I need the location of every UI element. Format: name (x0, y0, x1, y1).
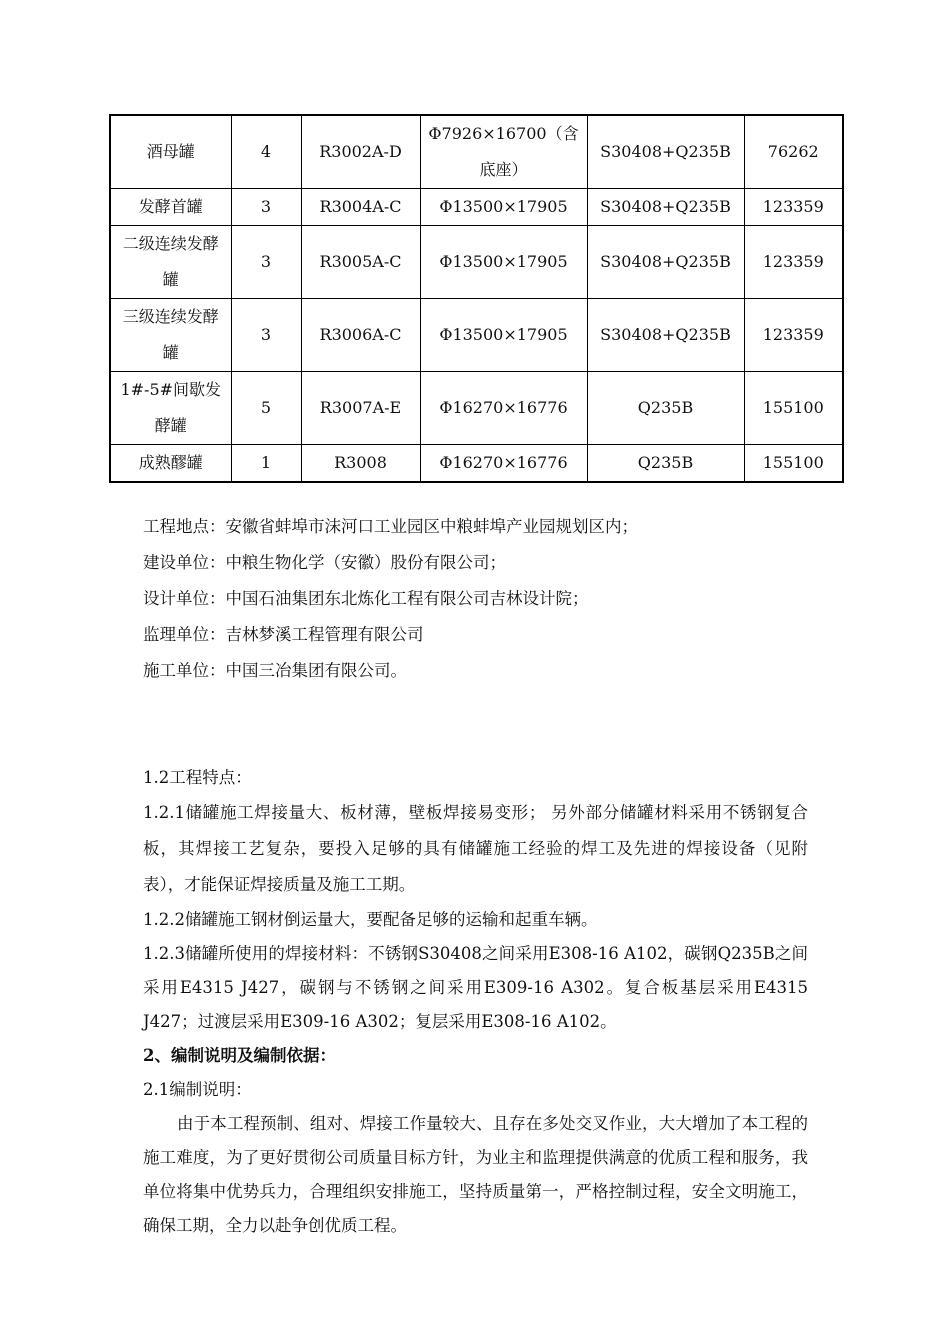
tank-tag: R3007A-E (301, 372, 420, 445)
tank-volume: 123359 (744, 299, 843, 372)
tank-size: Φ16270×16776 (420, 445, 587, 483)
table-row (110, 189, 843, 226)
tank-qty: 5 (231, 372, 301, 445)
tank-qty: 4 (231, 115, 301, 189)
tank-name: 发酵首罐 (110, 189, 231, 226)
tank-size: Φ13500×17905 (420, 189, 587, 226)
section-heading: 2、编制说明及编制依据： (143, 1046, 336, 1065)
tank-volume: 123359 (744, 189, 843, 226)
table-row (110, 445, 843, 483)
project-contractor: 施工单位：中国三冶集团有限公司。 (143, 661, 407, 680)
feature-paragraph: 1.2.2储罐施工钢材倒运量大，要配备足够的运输和起重车辆。 (143, 910, 598, 929)
tank-name: 三级连续发酵罐 (110, 299, 231, 372)
tank-volume: 123359 (744, 226, 843, 299)
project-owner: 建设单位：中粮生物化学（安徽）股份有限公司； (143, 553, 506, 572)
table-row (110, 372, 843, 445)
project-location: 工程地点：安徽省蚌埠市沫河口工业园区中粮蚌埠产业园规划区内； (143, 517, 638, 536)
feature-paragraph: 1.2.1储罐施工焊接量大、板材薄，壁板焊接易变形； 另外部分储罐材料采用不锈钢复合板，其焊接工艺复杂，要投入足够的具有储罐施工经验的焊工及先进的焊接设备（见附表），才能保证焊接质量及施工工期。 (143, 803, 808, 894)
tank-size: Φ16270×16776 (420, 372, 587, 445)
project-info (143, 509, 638, 689)
tank-tag: R3006A-C (301, 299, 420, 372)
subsection-heading: 2.1编制说明： (143, 1080, 252, 1099)
tank-material: S30408+Q235B (587, 226, 744, 299)
tank-qty: 1 (231, 445, 301, 483)
tank-volume: 76262 (744, 115, 843, 189)
tank-size: Φ7926×16700（含底座） (420, 115, 587, 189)
tank-material: Q235B (587, 445, 744, 483)
features-heading: 1.2工程特点： (143, 768, 252, 787)
body-paragraph: 由于本工程预制、组对、焊接工作量较大、且存在多处交叉作业，大大增加了本工程的施工难度，为了更好贯彻公司质量目标方针，为业主和监理提供满意的优质工程和服务，我单位将集中优势兵力，合理组织安排施工，坚持质量第一，严格控制过程，安全文明施工，确保工期，全力以赴争创优质工程。 (143, 1114, 808, 1235)
table-row (110, 299, 843, 372)
tank-material: S30408+Q235B (587, 299, 744, 372)
tank-name: 酒母罐 (110, 115, 231, 189)
document-body (143, 761, 808, 1243)
tank-qty: 3 (231, 226, 301, 299)
tank-table (109, 114, 844, 483)
tank-tag: R3004A-C (301, 189, 420, 226)
feature-paragraph: 1.2.3储罐所使用的焊接材料：不锈钢S30408之间采用E308-16 A102，碳钢Q235B之间采用E4315 J427，碳钢与不锈钢之间采用E309-16 A302。复合板基层采用E4315 J427；过渡层采用E309-16 A302；复层采用E308-16 A102。 (143, 944, 808, 1031)
tank-name: 二级连续发酵罐 (110, 226, 231, 299)
tank-name: 成熟醪罐 (110, 445, 231, 483)
tank-material: Q235B (587, 372, 744, 445)
tank-material: S30408+Q235B (587, 189, 744, 226)
table-row (110, 226, 843, 299)
tank-size: Φ13500×17905 (420, 299, 587, 372)
tank-volume: 155100 (744, 445, 843, 483)
tank-qty: 3 (231, 299, 301, 372)
tank-tag: R3002A-D (301, 115, 420, 189)
tank-volume: 155100 (744, 372, 843, 445)
tank-tag: R3008 (301, 445, 420, 483)
project-supervisor: 监理单位：吉林梦溪工程管理有限公司 (143, 625, 424, 644)
tank-qty: 3 (231, 189, 301, 226)
tank-tag: R3005A-C (301, 226, 420, 299)
table-row (110, 115, 843, 189)
project-designer: 设计单位：中国石油集团东北炼化工程有限公司吉林设计院； (143, 589, 589, 608)
tank-material: S30408+Q235B (587, 115, 744, 189)
tank-size: Φ13500×17905 (420, 226, 587, 299)
tank-name: 1#-5#间歇发酵罐 (110, 372, 231, 445)
